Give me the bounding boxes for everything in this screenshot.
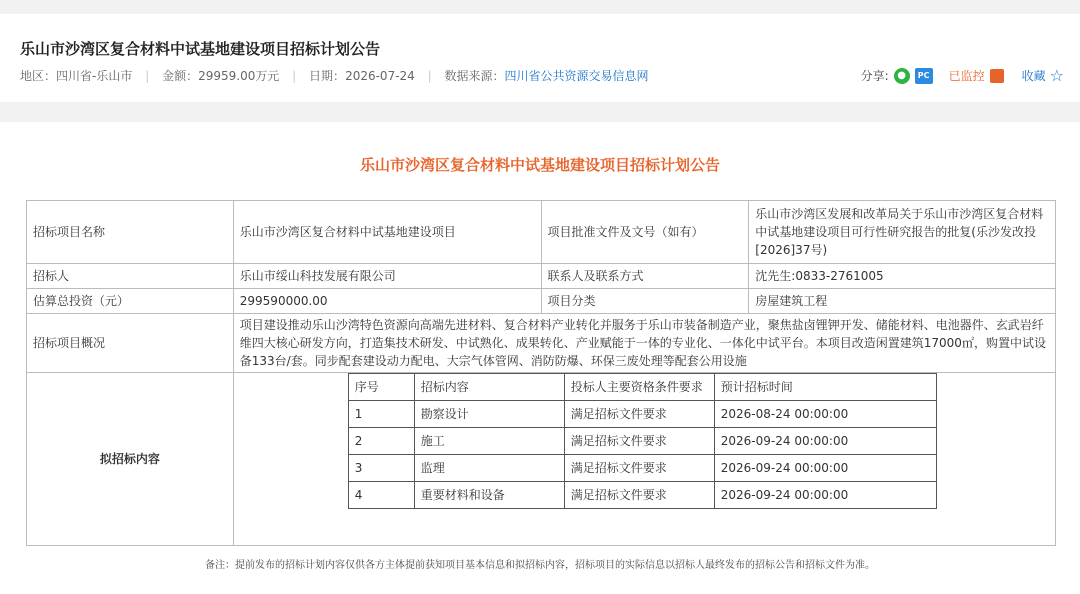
table-row <box>27 201 1056 264</box>
source-link[interactable]: 四川省公共资源交易信息网 <box>504 69 649 83</box>
contact-label: 联系人及联系方式 <box>541 264 749 289</box>
table-row <box>348 455 936 482</box>
bid-time: 2026-08-24 00:00:00 <box>714 401 936 428</box>
qualification: 满足招标文件要求 <box>564 482 714 509</box>
row-index: 2 <box>348 428 414 455</box>
column-header: 序号 <box>348 374 414 401</box>
bid-time: 2026-09-24 00:00:00 <box>714 482 936 509</box>
notice-content <box>0 122 1080 594</box>
favorite-button[interactable]: 收藏 <box>1021 69 1046 83</box>
approval-value: 乐山市沙湾区发展和改革局关于乐山市沙湾区复合材料中试基地建设项目可行性研究报告的批复(乐沙发改投[2026]37号) <box>749 201 1056 264</box>
content-label: 拟招标内容 <box>27 373 234 546</box>
column-header: 投标人主要资格条件要求 <box>564 374 714 401</box>
approval-label: 项目批准文件及文号（如有） <box>541 201 749 264</box>
table-row <box>27 314 1056 373</box>
bid-item: 重要材料和设备 <box>414 482 564 509</box>
bid-item: 监理 <box>414 455 564 482</box>
table-row <box>27 289 1056 314</box>
qualification: 满足招标文件要求 <box>564 455 714 482</box>
notice-table <box>26 200 1056 546</box>
category-label: 项目分类 <box>541 289 749 314</box>
qualification: 满足招标文件要求 <box>564 401 714 428</box>
source-label: 数据来源： <box>444 69 505 83</box>
table-row <box>27 264 1056 289</box>
tenderer-label: 招标人 <box>27 264 234 289</box>
content-cell <box>233 373 1055 546</box>
overview-value: 项目建设推动乐山沙湾特色资源向高端先进材料、复合材料产业转化并服务于乐山市装备制造产业，聚焦盐卤锂钾开发、储能材料、电池器件、玄武岩纤维四大核心研发方向，打造集技术研发、中试熟化、成果转化、产业赋能于一体的专业化、一体化中试平台。本项目改造闲置建筑17000㎡，购置中试设备133台/套。同步配套建设动力配电、大宗气体管网、消防防爆、环保三废处理等配套公用设施 <box>233 314 1055 373</box>
notice-header <box>0 14 1080 102</box>
investment-value: 299590000.00 <box>233 289 541 314</box>
amount-label: 金额： <box>162 69 199 83</box>
bid-item: 施工 <box>414 428 564 455</box>
table-row <box>348 401 936 428</box>
action-bar <box>861 66 1064 85</box>
share-label: 分享: <box>860 69 889 83</box>
overview-label: 招标项目概况 <box>27 314 234 373</box>
row-index: 3 <box>348 455 414 482</box>
investment-label: 估算总投资（元） <box>27 289 234 314</box>
divider: | <box>145 69 150 83</box>
table-row <box>348 428 936 455</box>
wechat-icon[interactable]: ● <box>894 68 910 84</box>
star-icon[interactable]: ☆ <box>1049 66 1064 85</box>
footnote: 备注：提前发布的招标计划内容仅供各方主体提前获知项目基本信息和拟招标内容，招标项目的实际信息以招标人最终发布的招标公告和招标文件为准。 <box>205 560 875 571</box>
qualification: 满足招标文件要求 <box>564 428 714 455</box>
region-label: 地区： <box>20 69 57 83</box>
region-value: 四川省-乐山市 <box>56 69 133 83</box>
row-index: 1 <box>348 401 414 428</box>
column-header: 招标内容 <box>414 374 564 401</box>
monitor-button[interactable]: 已监控 <box>948 69 985 83</box>
date-value: 2026-07-24 <box>345 69 415 83</box>
project-name-label: 招标项目名称 <box>27 201 234 264</box>
table-row <box>27 373 1056 546</box>
meta-bar <box>20 67 649 84</box>
divider: | <box>292 69 297 83</box>
bid-time: 2026-09-24 00:00:00 <box>714 455 936 482</box>
table-row <box>348 482 936 509</box>
amount-value: 29959.00万元 <box>198 69 280 83</box>
monitor-icon[interactable] <box>990 69 1004 83</box>
row-index: 4 <box>348 482 414 509</box>
divider: | <box>427 69 432 83</box>
column-header: 预计招标时间 <box>714 374 936 401</box>
contact-value: 沈先生:0833-2761005 <box>749 264 1056 289</box>
project-name-value: 乐山市沙湾区复合材料中试基地建设项目 <box>233 201 541 264</box>
tenderer-value: 乐山市绥山科技发展有限公司 <box>233 264 541 289</box>
date-label: 日期： <box>309 69 346 83</box>
category-value: 房屋建筑工程 <box>749 289 1056 314</box>
table-header-row <box>348 374 936 401</box>
document-title: 乐山市沙湾区复合材料中试基地建设项目招标计划公告 <box>359 156 720 174</box>
bid-content-table <box>348 373 937 509</box>
pc-icon[interactable]: PC <box>915 68 933 84</box>
bid-item: 勘察设计 <box>414 401 564 428</box>
page-title: 乐山市沙湾区复合材料中试基地建设项目招标计划公告 <box>20 40 381 58</box>
bid-time: 2026-09-24 00:00:00 <box>714 428 936 455</box>
